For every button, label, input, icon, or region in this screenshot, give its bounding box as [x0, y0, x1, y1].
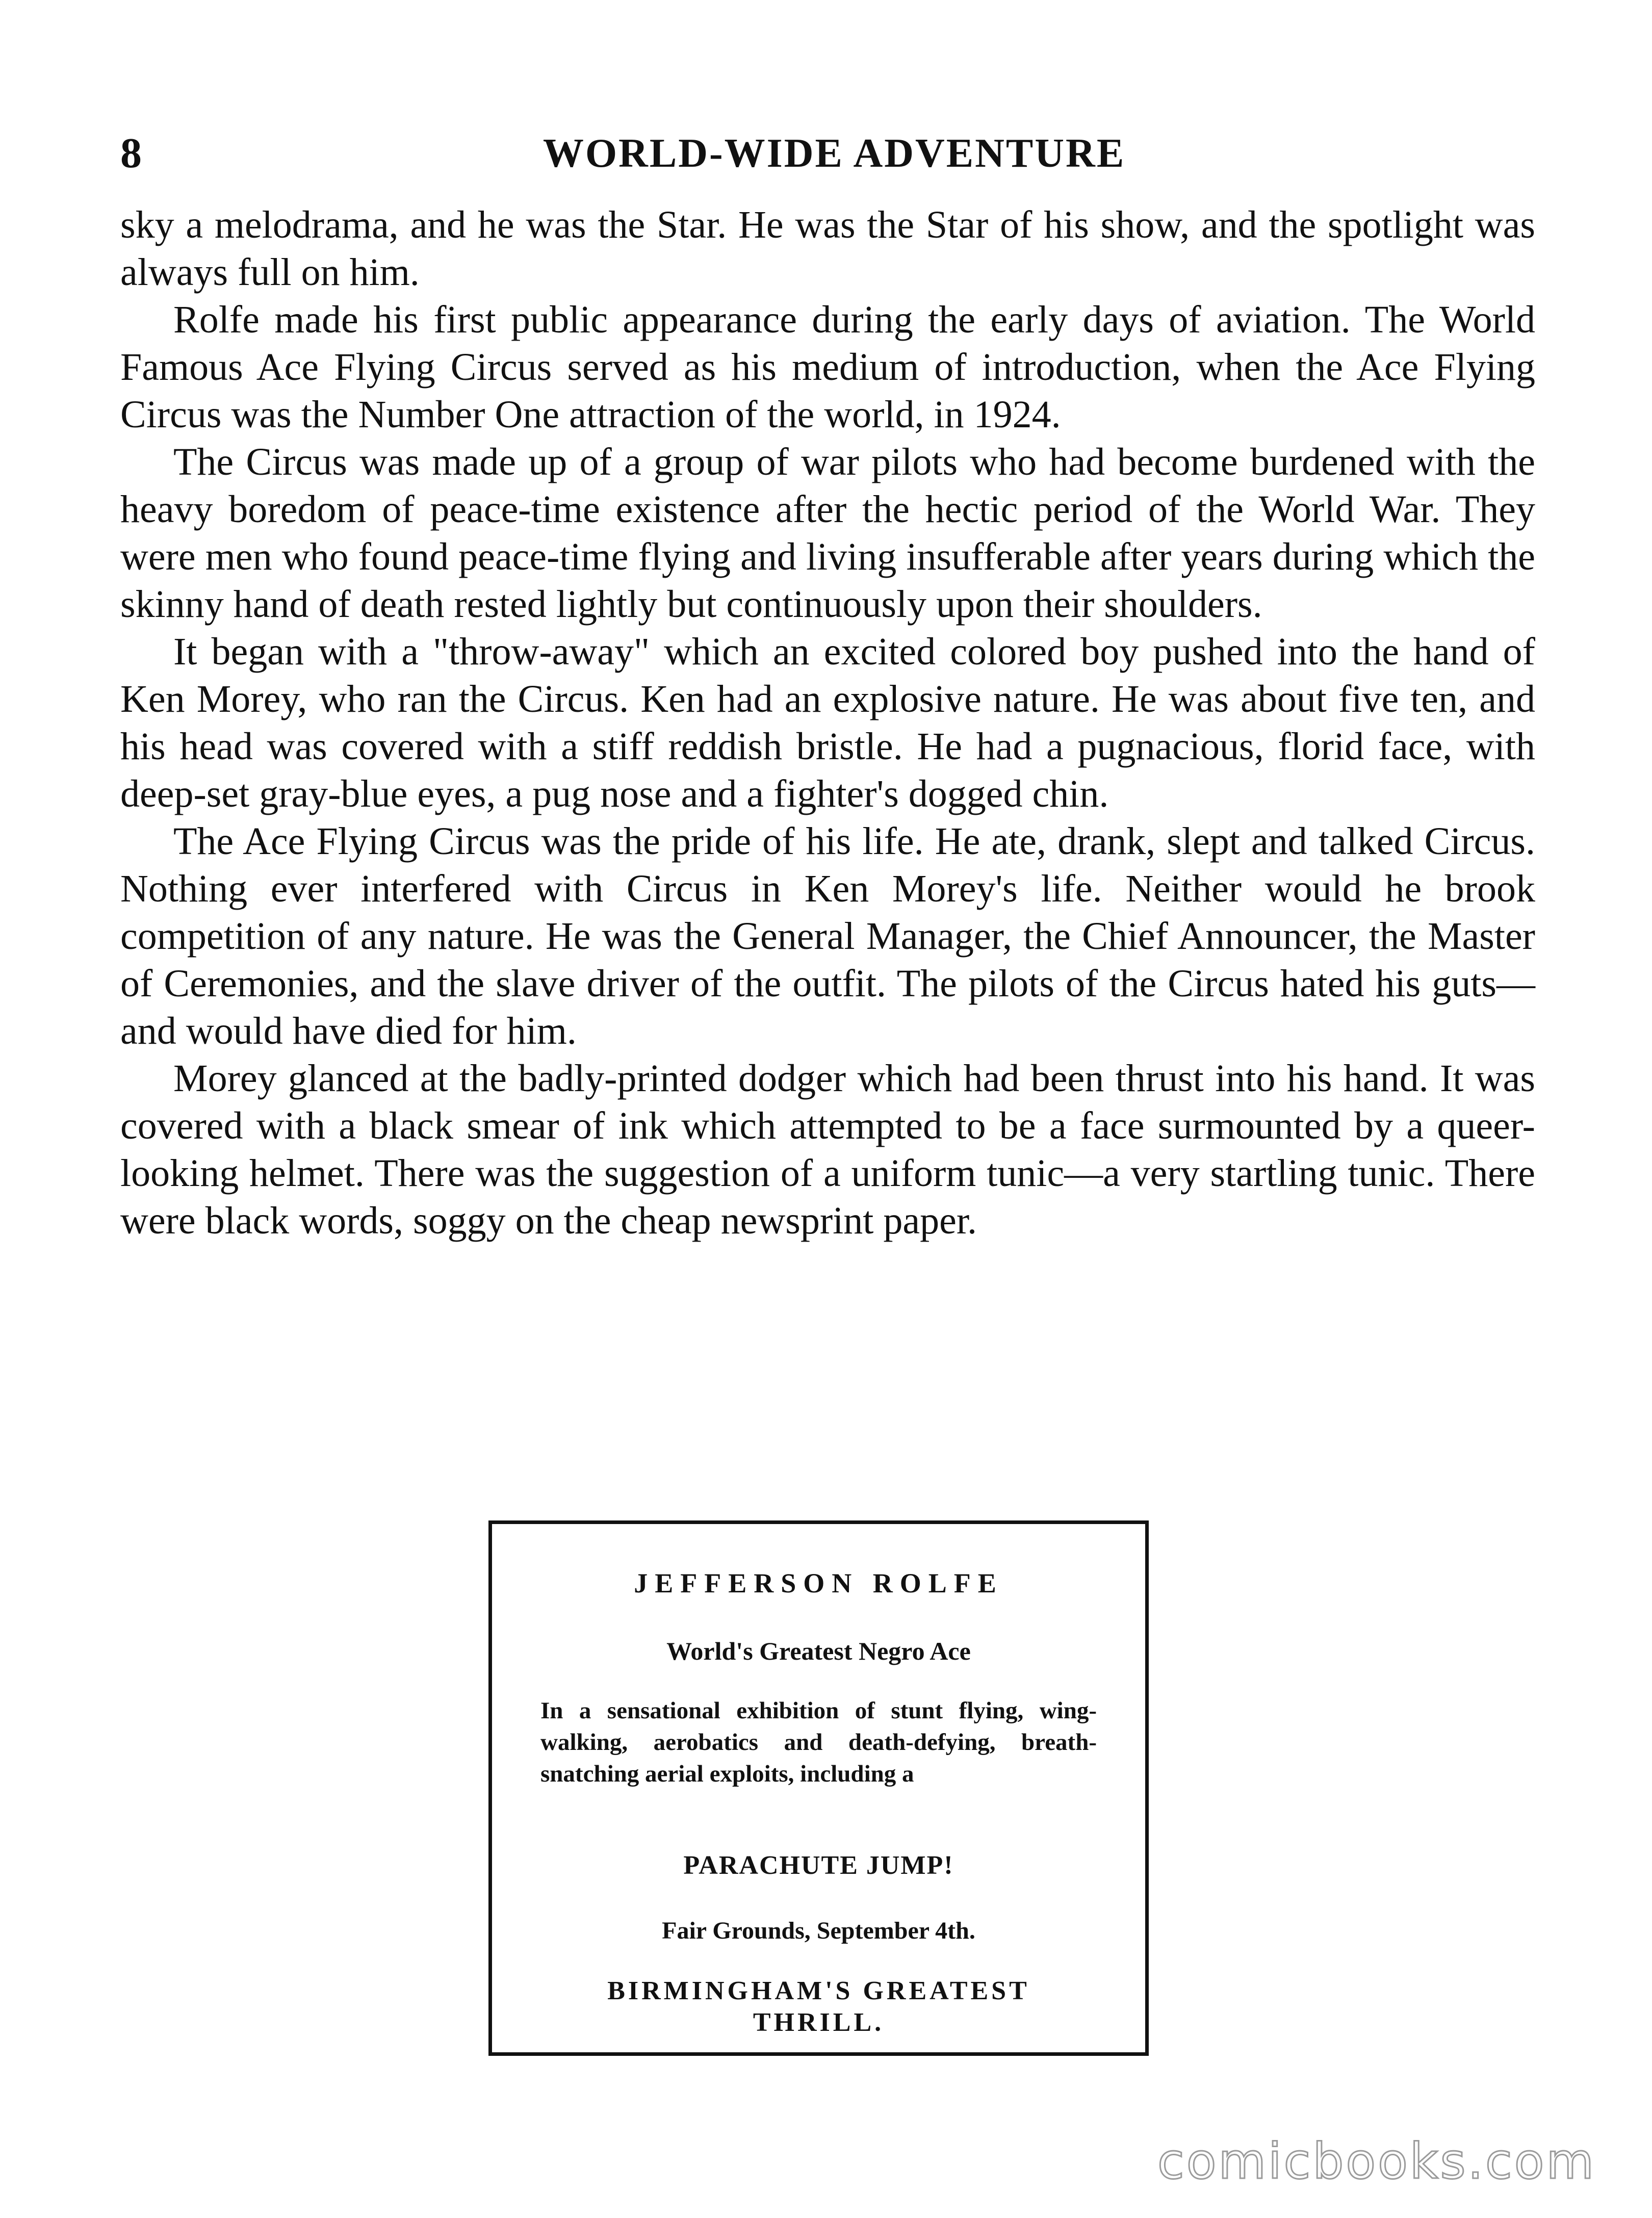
paragraph: Morey glanced at the badly-printed dodger which had been thrust into his hand. It was covered with a black smear of ink which attempted to be a face surmounted by a queer-looking helmet. There was the suggestion of a uniform tunic—a very startling tunic. There were black words, soggy on the cheap newsprint paper.	[120, 1057, 1535, 1242]
page-number: 8	[120, 130, 142, 177]
paragraph: It began with a "throw-away" which an excited colored boy pushed into the hand of Ken Morey, who ran the Circus. Ken had an explosive nature. He was about five ten, and his head was covered with a stiff reddish bristle. He had a pugnacious, florid face, with deep-set gray-blue eyes, a pug nose and a fighter's dogged chin.	[120, 630, 1535, 815]
handbill-description: In a sensational exhibition of stunt flying, wing-walking, aerobatics and death-defying, breath-snatching aerial exploits, including a	[540, 1697, 1097, 1787]
paragraph: The Circus was made up of a group of war pilots who had become burdened with the heavy boredom of peace-time existence after the hectic period of the World War. They were men who found peace-time flying and living insufferable after years during which the skinny hand of death rested lightly but continuously upon their shoulders.	[120, 441, 1535, 626]
body-text	[120, 201, 1535, 1245]
handbill-tagline: World's Greatest Negro Ace	[666, 1637, 971, 1665]
handbill-place-date: Fair Grounds, September 4th.	[662, 1917, 975, 1944]
page-header	[120, 120, 1548, 187]
paragraph: The Ace Flying Circus was the pride of his life. He ate, drank, slept and talked Circus. Nothing ever interfered with Circus in Ken Morey's life. Neither would he brook competition of any nature. He was the General Manager, the Chief Announcer, the Master of Ceremonies, and the slave driver of the outfit. The pilots of the Circus hated his guts—and would have died for him.	[120, 820, 1535, 1052]
handbill-headline: PARACHUTE JUMP!	[683, 1851, 954, 1880]
handbill-box	[488, 1520, 1149, 2056]
handbill-closing: BIRMINGHAM'S GREATEST THRILL.	[607, 1976, 1030, 2037]
running-head: WORLD-WIDE ADVENTURE	[543, 131, 1126, 176]
watermark-logo: comicbooks.com	[1157, 2133, 1596, 2190]
paragraph: Rolfe made his first public appearance during the early days of aviation. The World Famous Ace Flying Circus served as his medium of introduction, when the Ace Flying Circus was the Number One attraction of the world, in 1924.	[120, 298, 1535, 436]
paragraph: sky a melodrama, and he was the Star. He was the Star of his show, and the spotlight was always full on him.	[120, 203, 1535, 294]
handbill-name: JEFFERSON ROLFE	[634, 1568, 1003, 1598]
